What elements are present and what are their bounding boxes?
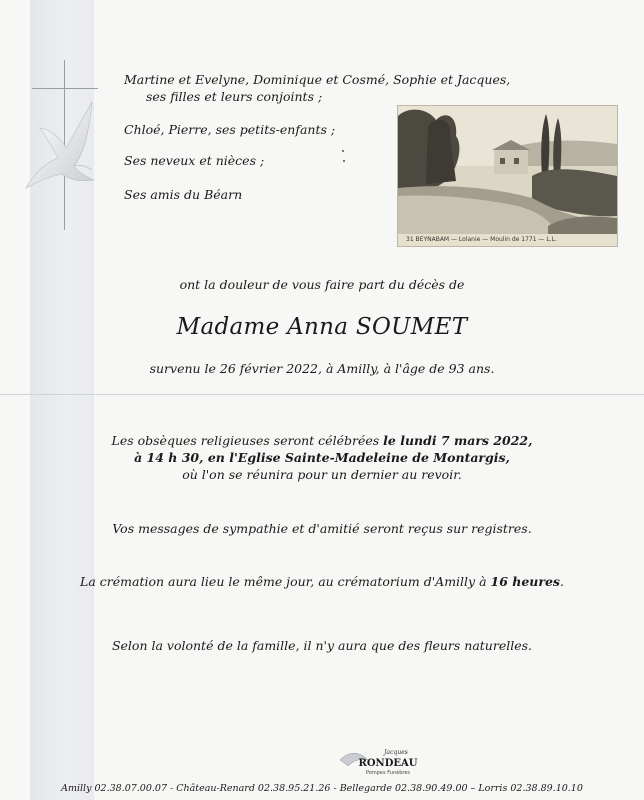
death-details: survenu le 26 février 2022, à Amilly, à l'âge de 93 ans. <box>149 361 495 376</box>
vintage-postcard-photo <box>397 105 618 247</box>
funeral-date: le lundi 7 mars 2022, <box>383 433 533 448</box>
logo-top-text: Jacques <box>384 749 408 756</box>
deceased-name: Madame Anna SOUMET <box>176 314 468 340</box>
footer-contacts: Amilly 02.38.07.00.07 - Château-Renard 02.38.95.21.26 - Bellegarde 02.38.90.49.00 – Lorris 02.38.89.10.10 <box>61 783 583 794</box>
funeral-line-1-text: Les obsèques religieuses seront célébrées <box>111 433 384 448</box>
funeral-line-1 <box>0 433 644 449</box>
dove-icon <box>22 100 102 195</box>
cross-icon-horizontal <box>32 88 98 89</box>
logo-name-text: RONDEAU <box>358 758 418 769</box>
cremation-text-a: La crémation aura lieu le même jour, au crématorium d'Amilly à <box>80 574 491 589</box>
speck <box>342 150 344 152</box>
announcement-text: ont la douleur de vous faire part du décès de <box>179 277 465 292</box>
funeral-time-place: à 14 h 30, en l'Eglise Sainte-Madeleine de Montargis, <box>134 450 510 465</box>
family-line-3: Chloé, Pierre, ses petits-enfants ; <box>124 122 336 137</box>
funeral-line-2 <box>0 450 644 466</box>
flowers-text: Selon la volonté de la famille, il n'y aura que des fleurs naturelles. <box>111 638 533 653</box>
logo-sub-text: Pompes Funèbres <box>365 770 411 776</box>
speck <box>343 160 345 162</box>
funeral-line-3: où l'on se réunira pour un dernier au revoir. <box>182 467 462 482</box>
messages-text: Vos messages de sympathie et d'amitié seront reçus sur registres. <box>112 521 532 536</box>
family-line-5: Ses amis du Béarn <box>124 187 243 202</box>
cremation-text <box>0 574 644 590</box>
family-line-2: ses filles et leurs conjoints ; <box>146 89 323 104</box>
photo-caption: 31 BEYNABAM — Lolanie — Moulin de 1771 — L.L. <box>406 236 557 243</box>
family-line-1: Martine et Evelyne, Dominique et Cosmé, Sophie et Jacques, <box>124 72 511 87</box>
fold-line <box>0 394 644 395</box>
cremation-text-c: . <box>559 574 564 589</box>
rondeau-logo <box>338 746 418 782</box>
family-line-4: Ses neveux et nièces ; <box>124 153 265 168</box>
cremation-time: 16 heures <box>490 574 560 589</box>
